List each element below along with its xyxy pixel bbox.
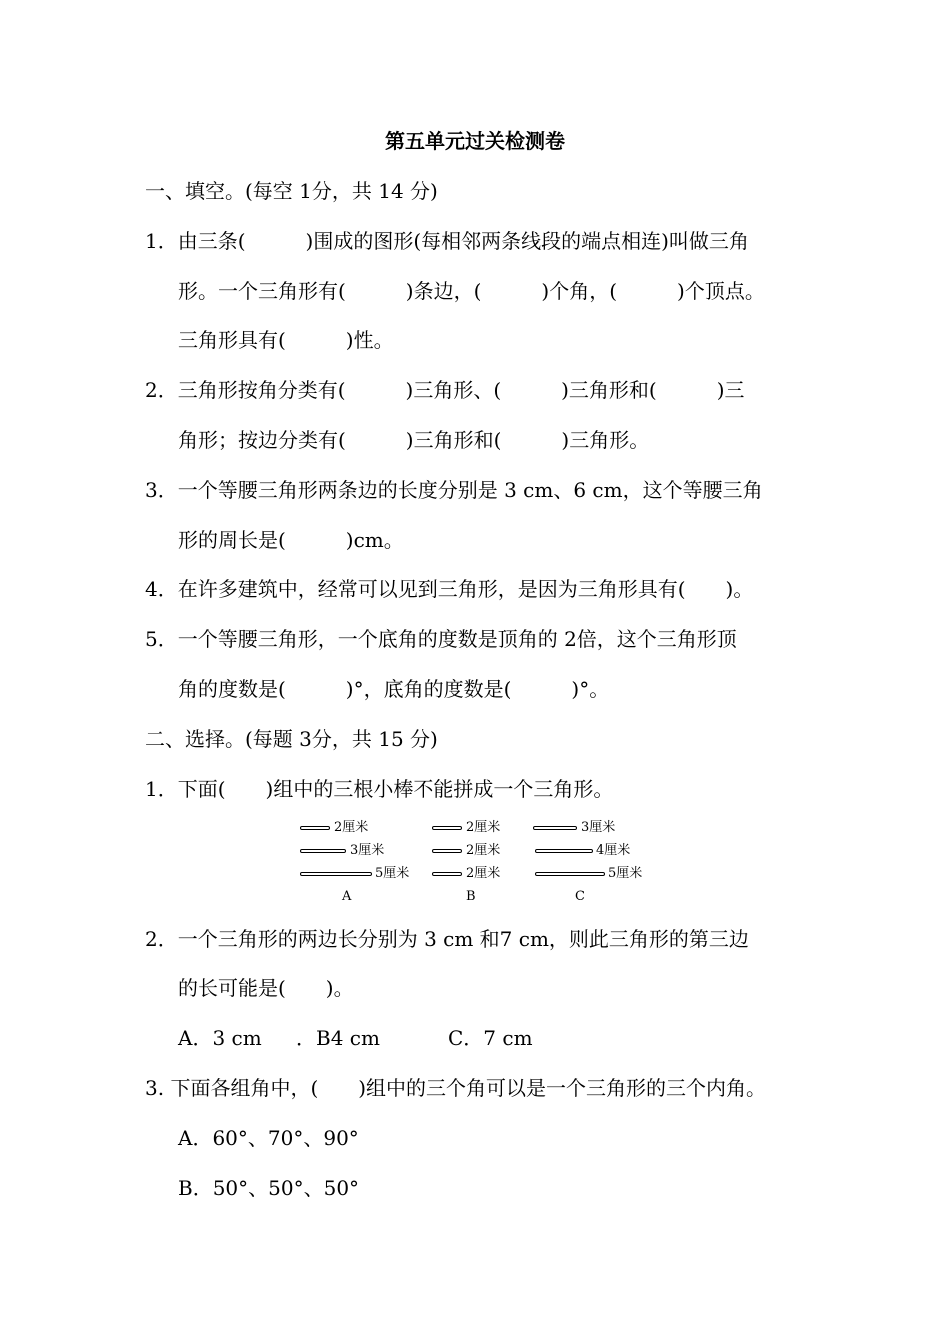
s2-q3-option-a: A．60°、70°、90°	[178, 1126, 359, 1150]
s2-q2-option-c: C．7 cm	[448, 1026, 533, 1050]
s2-q2-option-a: A．3 cm	[178, 1026, 262, 1050]
s1-line-2: 形。一个三角形有( )条边，( )个角，( )个顶点。	[178, 279, 765, 303]
stick-a-1-label: 2厘米	[334, 820, 369, 835]
group-a-label: A	[342, 889, 352, 904]
section1-heading: 一、填空。(每空 1分，共 14 分)	[145, 179, 438, 203]
group-c-label: C	[575, 889, 585, 904]
s2-q3-option-b: B．50°、50°、50°	[178, 1176, 360, 1200]
s2-question-2-line-1: 2．一个三角形的两边长分别为 3 cm 和7 cm，则此三角形的第三边	[145, 927, 749, 951]
s2-q2-option-b: ．B4 cm	[296, 1026, 380, 1050]
stick-b-1	[432, 826, 462, 830]
s1-line-10: 角的度数是( )°，底角的度数是( )°。	[178, 677, 610, 701]
stick-b-1-label: 2厘米	[466, 820, 501, 835]
s1-line-9: 5．一个等腰三角形，一个底角的度数是顶角的 2倍，这个三角形顶	[145, 627, 737, 651]
s1-line-8: 4．在许多建筑中，经常可以见到三角形，是因为三角形具有( )。	[145, 577, 754, 601]
s2-question-1: 1．下面( )组中的三根小棒不能拼成一个三角形。	[145, 777, 614, 801]
s1-line-1: 1．由三条( )围成的图形(每相邻两条线段的端点相连)叫做三角	[145, 229, 749, 253]
section2-heading: 二、选择。(每题 3分，共 15 分)	[145, 727, 438, 751]
stick-a-1	[300, 826, 330, 830]
stick-b-2-label: 2厘米	[466, 843, 501, 858]
stick-groups-figure	[290, 818, 670, 910]
stick-c-3	[535, 872, 605, 876]
stick-a-2-label: 3厘米	[350, 843, 385, 858]
s1-line-6: 3．一个等腰三角形两条边的长度分别是 3 cm、6 cm，这个等腰三角	[145, 478, 763, 502]
group-b-label: B	[466, 889, 476, 904]
stick-b-3	[432, 872, 462, 876]
stick-c-2	[535, 849, 593, 853]
s2-question-3: 3. 下面各组角中，( )组中的三个角可以是一个三角形的三个内角。	[145, 1076, 767, 1100]
s1-line-4: 2．三角形按角分类有( )三角形、( )三角形和( )三	[145, 378, 745, 402]
stick-b-3-label: 2厘米	[466, 866, 501, 881]
stick-c-2-label: 4厘米	[596, 843, 631, 858]
s1-line-7: 形的周长是( )cm。	[178, 528, 404, 552]
s2-question-2-line-2: 的长可能是( )。	[178, 976, 354, 1000]
s1-line-5: 角形；按边分类有( )三角形和( )三角形。	[178, 428, 650, 452]
stick-c-1-label: 3厘米	[581, 820, 616, 835]
page-title: 第五单元过关检测卷	[385, 129, 565, 153]
stick-a-2	[300, 849, 346, 853]
s1-line-3: 三角形具有( )性。	[178, 328, 394, 352]
stick-c-3-label: 5厘米	[608, 866, 643, 881]
stick-b-2	[432, 849, 462, 853]
stick-a-3	[300, 872, 372, 876]
stick-a-3-label: 5厘米	[375, 866, 410, 881]
stick-c-1	[533, 826, 577, 830]
